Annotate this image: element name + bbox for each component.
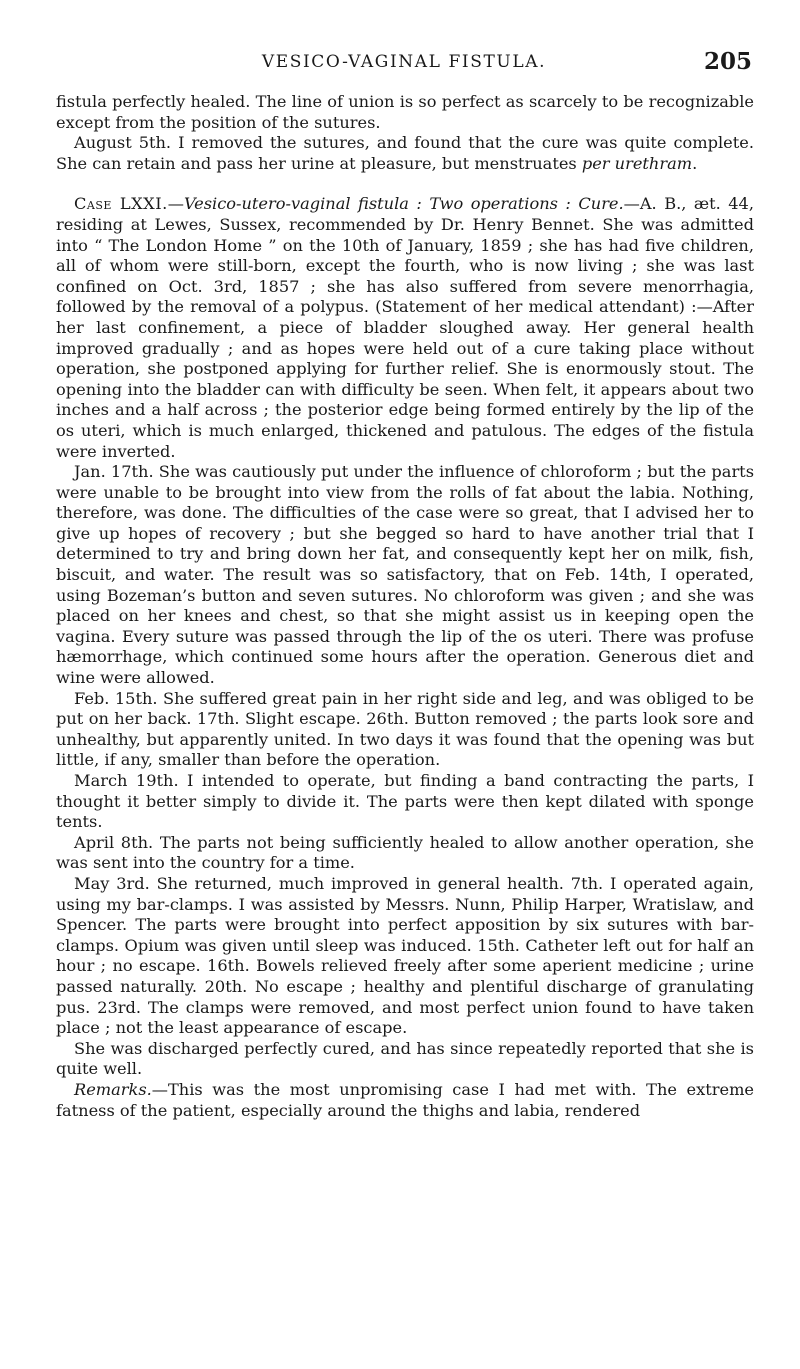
paragraph-text: August 5th. I removed the sutures, and found that the cure was quite complete. She can retain and pass her urine at pleasure, but menstruates xyxy=(56,133,754,173)
paragraph-may-3rd xyxy=(56,874,754,1039)
paragraph-text: Jan. 17th. She was cautiously put under the influence of chloroform ; but the parts were unable to be brought into view from the rolls of fat about the labia. Nothing, therefore, was done. The difficulties of the case were so great, that I advised her to give up hopes of recovery ; but she begged so hard to have another trial that I determined to try and bring down her fat, and consequently kept her on milk, fish, biscuit, and water. The result was so satisfactory, that on Feb. 14th, I operated, using Bozeman’s button and seven sutures. No chloroform was given ; and she was placed on her knees and chest, so that she might assist us in keeping open the vagina. Every suture was passed through the lip of the os uteri. There was profuse hæmorrhage, which continued some hours after the operation. Generous diet and wine were allowed. xyxy=(56,462,754,688)
paragraph-text: Feb. 15th. She suffered great pain in her right side and leg, and was obliged to be put on her back. 17th. Slight escape. 26th. Button removed ; the parts look sore and unhealthy, but apparently united. In two days it was found that the opening was but little, if any, smaller than before the operation. xyxy=(56,688,754,770)
body-text xyxy=(56,92,754,1121)
paragraph-jan-17th xyxy=(56,462,754,689)
paragraph-text: fistula perfectly healed. The line of union is so perfect as scarcely to be recognizable except from the position of the sutures. xyxy=(56,92,754,132)
italic-phrase: per urethram xyxy=(581,153,693,173)
case-title: Vesico-utero-vaginal fistula : Two operations : Cure. xyxy=(183,194,624,214)
paragraph-discharged xyxy=(56,1039,754,1080)
paragraph-text: —This was the most unpromising case I had met with. The extreme fatness of the patient, especially around the thighs and labia, rendered xyxy=(56,1079,754,1120)
paragraph-continuation xyxy=(56,92,754,133)
paragraph-text: May 3rd. She returned, much improved in general health. 7th. I operated again, using my bar-clamps. I was assisted by Messrs. Nunn, Philip Harper, Wratislaw, and Spencer. The parts were brought into perfect apposition by six sutures with bar-clamps. Opium was given until sleep was induced. 15th. Catheter left out for half an hour ; no escape. 16th. Bowels relieved freely after some aperient medicine ; urine passed naturally. 20th. No escape ; healthy and plentiful discharge of granulating pus. 23rd. The clamps were removed, and most perfect union found to have taken place ; not the least appearance of escape. xyxy=(56,873,754,1038)
paragraph-text: . xyxy=(692,153,698,173)
paragraph-march-19th xyxy=(56,771,754,833)
running-title: VESICO-VAGINAL FISTULA. xyxy=(261,52,547,72)
paragraph-august-5th xyxy=(56,133,754,174)
paragraph-remarks xyxy=(56,1080,754,1121)
paragraph-text: April 8th. The parts not being sufficiently healed to allow another operation, she was sent into the country for a time. xyxy=(56,832,754,873)
remarks-label: Remarks. xyxy=(74,1079,152,1099)
paragraph-text: March 19th. I intended to operate, but finding a band contracting the parts, I thought it better simply to divide it. The parts were then kept dilated with sponge tents. xyxy=(56,771,754,832)
page-number: 205 xyxy=(703,48,752,75)
paragraph-text: She was discharged perfectly cured, and has since repeatedly reported that she is quite well. xyxy=(56,1038,754,1079)
paragraph-text: —A. B., æt. 44, residing at Lewes, Sussex, recommended by Dr. Henry Bennet. She was admitted into “ The London Home ” on the 10th of January, 1859 ; she has had five children, all of whom were still-born, except the fourth, who is now living ; she was last confined on Oct. 3rd, 1857 ; she has also suffered from severe menorrhagia, followed by the removal of a polypus. (Statement of her medical attendant) :—After her last confinement, a piece of bladder sloughed away. Her general health improved gradually ; and as hopes were held out of a cure taking place without operation, she postponed applying for further relief. She is enormously stout. The opening into the bladder can with difficulty be seen. When felt, it appears about two inches and a half across ; the posterior edge being formed entirely by the lip of the os uteri, which is much enlarged, thickened and patulous. The edges of the fistula were inverted. xyxy=(56,194,755,461)
paragraph-april-8th xyxy=(56,833,754,874)
case-dash: — xyxy=(167,194,184,214)
paragraph-feb-15th xyxy=(56,689,754,771)
running-head xyxy=(56,48,752,78)
case-label: Case LXXI. xyxy=(74,194,168,214)
case-heading-paragraph xyxy=(56,194,754,462)
